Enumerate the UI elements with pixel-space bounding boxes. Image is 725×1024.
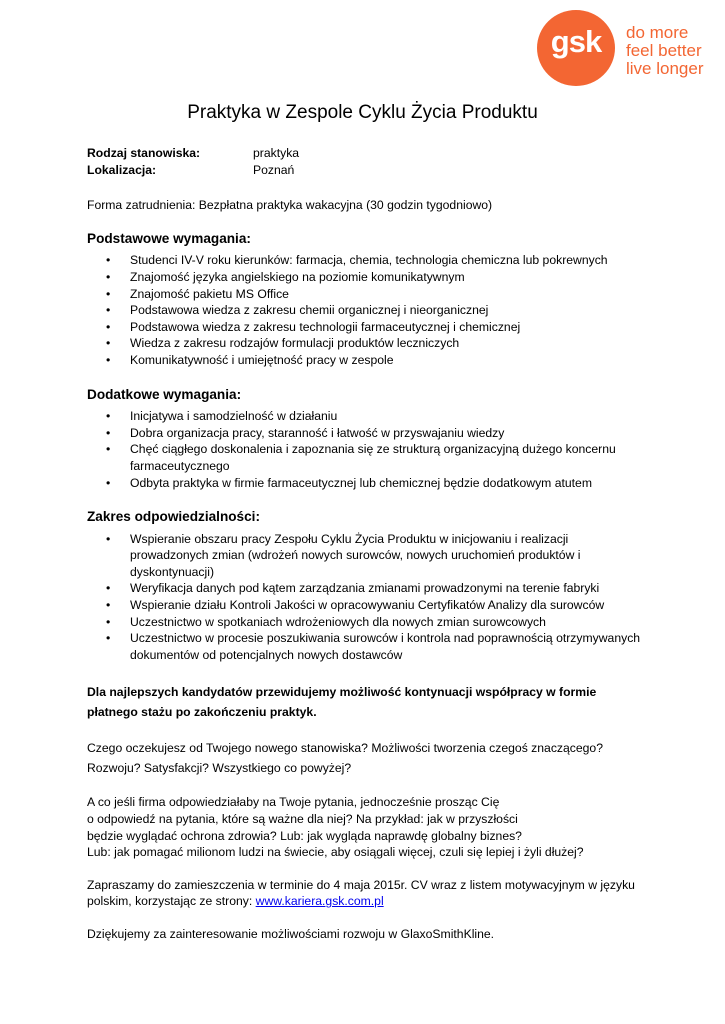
list-item: • Weryfikacja danych pod kątem zarządzania zmianami prowadzonymi na terenie fabryki [87, 580, 647, 597]
career-link[interactable]: www.kariera.gsk.com.pl [255, 894, 384, 909]
detail-row [87, 145, 647, 162]
invite-text: Zapraszamy do zamieszczenia w terminie do 4 maja 2015r. CV wraz z listem motywacyjnym w języku polskim, korzystając ze strony: [87, 877, 635, 909]
detail-row [87, 162, 647, 179]
invite-paragraph [87, 877, 647, 910]
list-item: • Odbyta praktyka w firmie farmaceutycznej lub chemicznej będzie dodatkowym atutem [87, 475, 647, 492]
section-title: Dodatkowe wymagania: [87, 386, 242, 402]
tagline-line: live longer [626, 59, 704, 78]
responsibilities-list [87, 531, 647, 664]
continuation-note: Dla najlepszych kandydatów przewidujemy możliwość kontynuacji współpracy w formie płatnego stażu po zakończeniu praktyk. [87, 685, 597, 720]
detail-label: Lokalizacja: [87, 162, 157, 177]
detail-value: Poznań [253, 162, 295, 177]
list-item: • Komunikatywność i umiejętność pracy w zespole [87, 352, 647, 369]
tagline-line: do more [626, 23, 689, 42]
logo-tagline [626, 24, 704, 78]
list-item: • Podstawowa wiedza z zakresu chemii organicznej i nieorganicznej [87, 302, 647, 319]
paragraph-line: Lub: jak pomagać milionom ludzi na świecie, aby osiągali więcej, czuli się lepiej i żyli dłużej? [87, 845, 584, 860]
paragraph-line: o odpowiedź na pytania, które są ważne dla niej? Na przykład: jak w przyszłości [87, 812, 518, 827]
page-title: Praktyka w Zespole Cyklu Życia Produktu [187, 102, 538, 123]
list-item: • Wspieranie działu Kontroli Jakości w opracowywaniu Certyfikatów Analizy dla surowców [87, 597, 647, 614]
list-item: • Znajomość języka angielskiego na poziomie komunikatywnym [87, 269, 647, 286]
list-item: • Wiedza z zakresu rodzajów formulacji produktów leczniczych [87, 335, 647, 352]
company-paragraph [87, 794, 647, 860]
list-item: • Uczestnictwo w spotkaniach wdrożeniowych dla nowych zmian surowcowych [87, 614, 647, 631]
detail-value: praktyka [253, 146, 300, 160]
section-title: Podstawowe wymagania: [87, 230, 251, 246]
list-item: • Studenci IV-V roku kierunków: farmacja, chemia, technologia chemiczna lub pokrewnych [87, 252, 647, 269]
tagline-line: feel better [626, 41, 702, 60]
detail-label: Rodzaj stanowiska: [87, 146, 201, 160]
paragraph-line: będzie wyglądać ochrona zdrowia? Lub: jak wygląda naprawdę globalny biznes? [87, 828, 522, 843]
list-item: • Chęć ciągłego doskonalenia i zapoznania się ze strukturą organizacyjną dużego koncernu farmaceutycznego [87, 441, 647, 474]
gsk-logo [537, 10, 717, 86]
additional-requirements-list [87, 408, 647, 491]
list-item: • Wspieranie obszaru pracy Zespołu Cyklu Życia Produktu w inicjowaniu i realizacji prowadzonych zmian (wdrożeń nowych surowców, nowych uruchomień produktów i dyskontynuacji) [87, 531, 647, 581]
list-item: • Znajomość pakietu MS Office [87, 286, 647, 303]
document-body [87, 145, 647, 943]
list-item: • Uczestnictwo w procesie poszukiwania surowców i kontrola nad poprawnością otrzymywanych dokumentów od potencjalnych nowych dostawców [87, 630, 647, 663]
requirements-list [87, 252, 647, 368]
question-paragraph: Czego oczekujesz od Twojego nowego stanowiska? Możliwości tworzenia czegoś znaczącego? Rozwoju? Satysfakcji? Wszystkiego co powyżej? [87, 741, 603, 776]
paragraph-line: A co jeśli firma odpowiedziałaby na Twoje pytania, jednocześnie prosząc Cię [87, 795, 500, 810]
list-item: • Dobra organizacja pracy, staranność i łatwość w przyswajaniu wiedzy [87, 425, 647, 442]
list-item: • Inicjatywa i samodzielność w działaniu [87, 408, 647, 425]
employment-form: Forma zatrudnienia: Bezpłatna praktyka wakacyjna (30 godzin tygodniowo) [87, 198, 493, 213]
logo-text: gsk [550, 24, 602, 59]
thanks-text: Dziękujemy za zainteresowanie możliwościami rozwoju w GlaxoSmithKline. [87, 927, 495, 941]
section-title: Zakres odpowiedzialności: [87, 509, 260, 525]
list-item: • Podstawowa wiedza z zakresu technologii farmaceutycznej i chemicznej [87, 319, 647, 336]
